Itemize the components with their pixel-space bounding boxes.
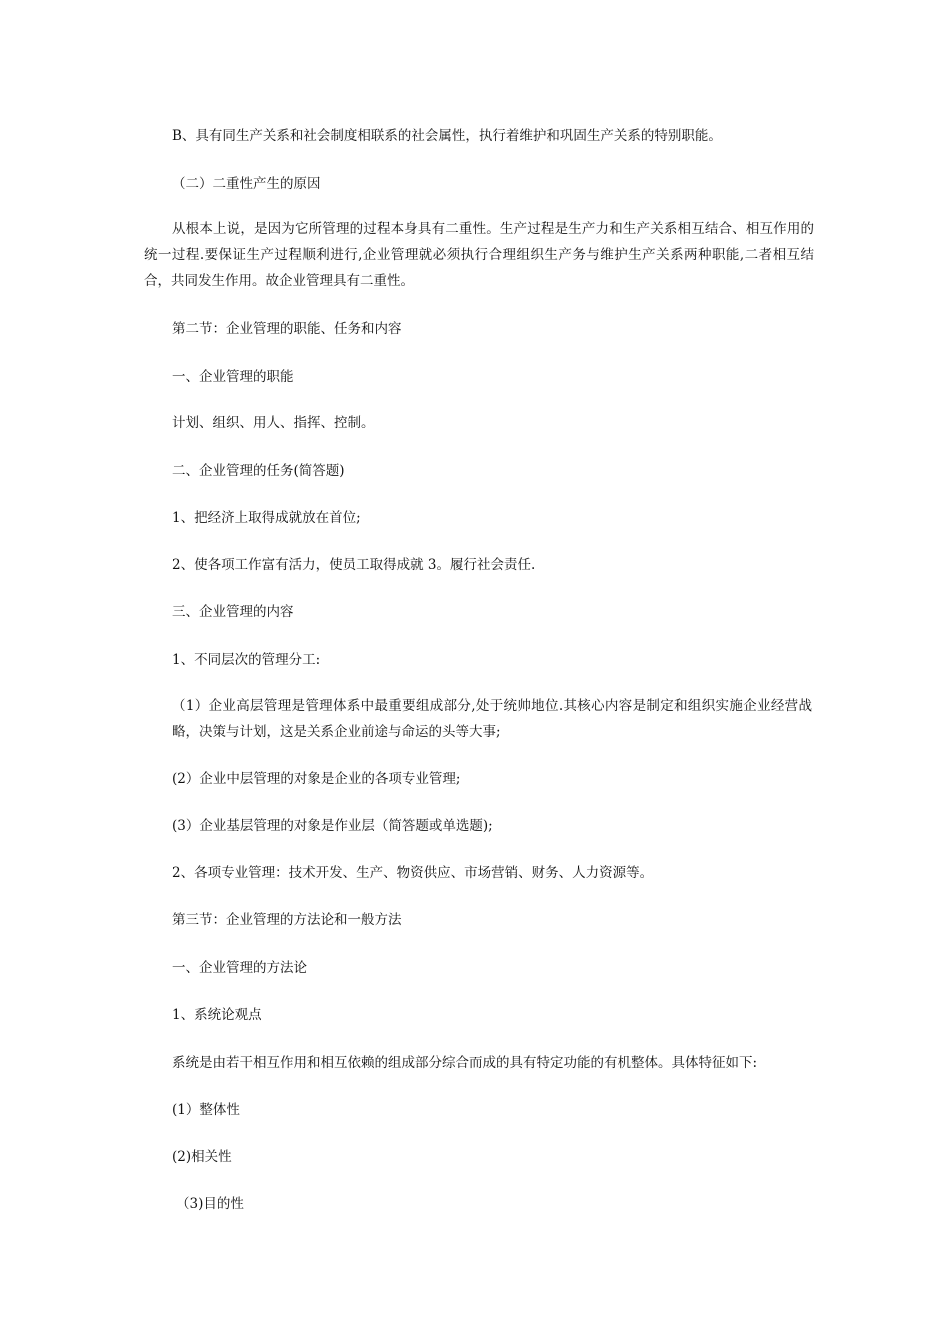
heading-methodology: 一、企业管理的方法论 [172, 960, 307, 976]
paragraph-duality-explanation: 从根本上说，是因为它所管理的过程本身具有二重性。生产过程是生产力和生产关系相互结合、相互作用的统一过程.要保证生产过程顺利进行,企业管理就必须执行合理组织生产务与维护生产关系两种职能,二者相互结合，共同发生作用。故企业管理具有二重性。 [144, 221, 814, 289]
paragraph-middle-management: (2）企业中层管理的对象是企业的各项专业管理; [172, 771, 461, 787]
paragraph-top-management: （1）企业高层管理是管理体系中最重要组成部分,处于统帅地位.其核心内容是制定和组织实施企业经营战略，决策与计划，这是关系企业前途与命运的头等大事; [172, 698, 812, 740]
paragraph-system-definition: 系统是由若干相互作用和相互依赖的组成部分综合而成的具有特定功能的有机整体。具体特征如下: [172, 1055, 758, 1071]
heading-content: 三、企业管理的内容 [172, 604, 294, 620]
paragraph-social-attribute: B、具有同生产关系和社会制度相联系的社会属性，执行着维护和巩固生产关系的特别职能。 [172, 128, 722, 144]
section-heading-3: 第三节：企业管理的方法论和一般方法 [172, 912, 402, 928]
list-item-levels: 1、不同层次的管理分工: [172, 652, 321, 668]
list-item-task-2: 2、使各项工作富有活力，使员工取得成就 3。履行社会责任. [172, 557, 536, 573]
heading-tasks: 二、企业管理的任务(简答题) [172, 463, 345, 479]
heading-duality-cause: （二）二重性产生的原因 [172, 176, 321, 192]
paragraph-base-management: (3）企业基层管理的对象是作业层（简答题或单选题); [172, 818, 493, 834]
heading-functions: 一、企业管理的职能 [172, 369, 294, 385]
list-item-wholeness: (1）整体性 [172, 1102, 240, 1118]
list-item-purpose: （3)目的性 [176, 1196, 244, 1212]
paragraph-functions-list: 计划、组织、用人、指挥、控制。 [172, 415, 375, 431]
list-item-systems-view: 1、系统论观点 [172, 1007, 262, 1023]
list-item-task-1: 1、把经济上取得成就放在首位; [172, 510, 361, 526]
list-item-correlation: (2)相关性 [172, 1149, 232, 1165]
section-heading-2: 第二节：企业管理的职能、任务和内容 [172, 321, 402, 337]
list-item-professional: 2、各项专业管理：技术开发、生产、物资供应、市场营销、财务、人力资源等。 [172, 865, 654, 881]
